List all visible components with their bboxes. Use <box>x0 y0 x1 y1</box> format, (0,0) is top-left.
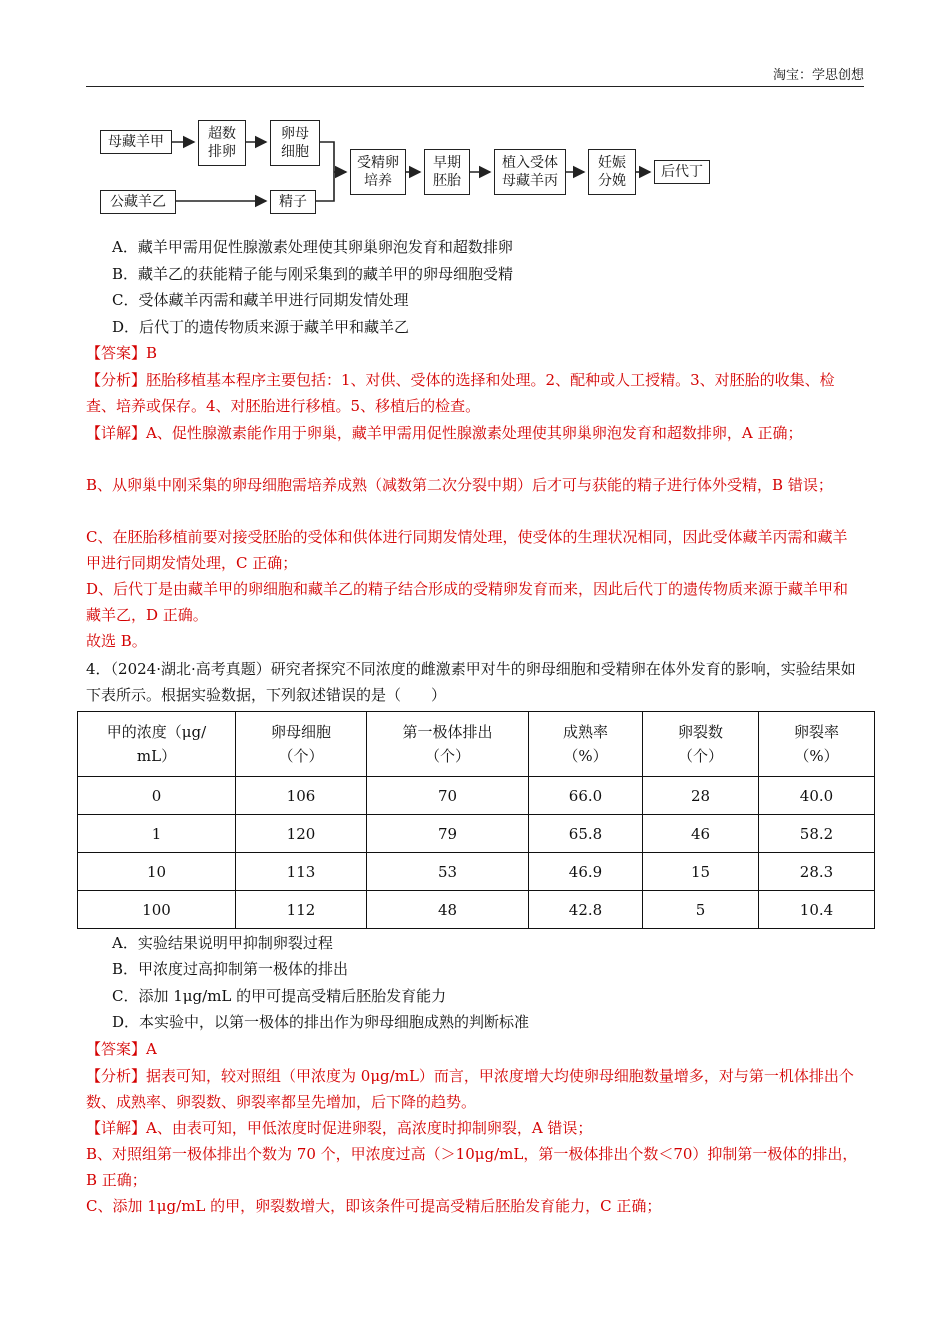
table-row <box>78 777 875 815</box>
node-sperm: 精子 <box>270 190 316 214</box>
table-cell: 28.3 <box>759 853 875 891</box>
table-header-cell: 卵母细胞 （个） <box>236 712 367 777</box>
q3-detail-b: B、从卵巢中刚采集的卵母细胞需培养成熟（减数第二次分裂中期）后才可与获能的精子进行体外受精，B 错误； <box>86 476 833 494</box>
q4-detail-c: C、添加 1μg/mL 的甲，卵裂数增大，即该条件可提高受精后胚胎发育能力，C 正确； <box>86 1197 662 1215</box>
q3-option-c: C．受体藏羊丙需和藏羊甲进行同期发情处理 <box>112 291 409 309</box>
q4-option-a: A．实验结果说明甲抑制卵裂过程 <box>112 934 333 952</box>
table-cell: 48 <box>367 891 529 929</box>
table-header-cell: 卵裂数 （个） <box>643 712 759 777</box>
q3-option-a: A．藏羊甲需用促性腺激素处理使其卵巢卵泡发育和超数排卵 <box>112 238 513 256</box>
table-header-cell: 第一极体排出 （个） <box>367 712 529 777</box>
node-transfer: 植入受体 母藏羊丙 <box>494 149 566 195</box>
table-row <box>78 853 875 891</box>
table-row <box>78 891 875 929</box>
table-cell: 46.9 <box>529 853 643 891</box>
node-pregnancy: 妊娠 分娩 <box>588 149 636 195</box>
table-header-cell: 成熟率 （%） <box>529 712 643 777</box>
q4-option-d: D．本实验中，以第一极体的排出作为卵母细胞成熟的判断标准 <box>112 1013 530 1031</box>
table-cell: 15 <box>643 853 759 891</box>
q4-option-b: B．甲浓度过高抑制第一极体的排出 <box>112 960 349 978</box>
q3-analysis: 【分析】胚胎移植基本程序主要包括：1、对供、受体的选择和处理。2、配种或人工授精。3、对胚胎的收集、检查、培养或保存。4、对胚胎进行移植。5、移植后的检查。 <box>86 371 835 415</box>
q4-data-table <box>77 711 875 929</box>
table-cell: 53 <box>367 853 529 891</box>
table-cell: 10.4 <box>759 891 875 929</box>
q4-detail-b: B、对照组第一极体排出个数为 70 个，甲浓度过高（＞10μg/mL，第一极体排出个数＜70）抑制第一极体的排出，B 正确； <box>86 1145 858 1189</box>
q3-option-b: B．藏羊乙的获能精子能与刚采集到的藏羊甲的卵母细胞受精 <box>112 265 514 283</box>
arrow-oocyte-join <box>320 142 334 172</box>
table-cell: 28 <box>643 777 759 815</box>
q4-analysis: 【分析】据表可知，较对照组（甲浓度为 0μg/mL）而言，甲浓度增大均使卵母细胞数量增多，对与第一机体排出个数、成熟率、卵裂数、卵裂率都呈先增加，后下降的趋势。 <box>86 1067 854 1111</box>
table-header-cell: 甲的浓度（μg/ mL） <box>78 712 236 777</box>
embryo-transfer-flowchart <box>94 116 714 220</box>
table-cell: 10 <box>78 853 236 891</box>
table-cell: 1 <box>78 815 236 853</box>
node-superovulate: 超数 排卵 <box>198 120 246 166</box>
node-offspring: 后代丁 <box>654 160 710 184</box>
q4-detail-a: 【详解】A、由表可知，甲低浓度时促进卵裂，高浓度时抑制卵裂，A 错误； <box>86 1119 593 1137</box>
q4-answer: 【答案】A <box>86 1040 157 1058</box>
table-cell: 70 <box>367 777 529 815</box>
q4-option-c: C．添加 1μg/mL 的甲可提高受精后胚胎发育能力 <box>112 987 447 1005</box>
table-cell: 65.8 <box>529 815 643 853</box>
q4-stem: 4．（2024·湖北·高考真题）研究者探究不同浓度的雌激素甲对牛的卵母细胞和受精卵在体外发育的影响，实验结果如下表所示。根据实验数据，下列叙述错误的是（ ） <box>86 660 856 704</box>
table-cell: 112 <box>236 891 367 929</box>
table-cell: 0 <box>78 777 236 815</box>
page-header <box>86 66 864 87</box>
node-fertilized: 受精卵 培养 <box>350 149 406 195</box>
table-cell: 120 <box>236 815 367 853</box>
q3-detail-c: C、在胚胎移植前要对接受胚胎的受体和供体进行同期发情处理，使受体的生理状况相同，因此受体藏羊丙需和藏羊甲进行同期发情处理，C 正确； <box>86 528 848 572</box>
table-cell: 58.2 <box>759 815 875 853</box>
table-cell: 42.8 <box>529 891 643 929</box>
header-text: 淘宝：学思创想 <box>772 68 864 83</box>
table-cell: 79 <box>367 815 529 853</box>
q3-detail-d: D、后代丁是由藏羊甲的卵细胞和藏羊乙的精子结合形成的受精卵发育而来，因此后代丁的遗传物质来源于藏羊甲和藏羊乙，D 正确。 <box>86 580 849 624</box>
node-father: 公藏羊乙 <box>100 190 176 214</box>
table-cell: 106 <box>236 777 367 815</box>
table-cell: 113 <box>236 853 367 891</box>
q3-answer: 【答案】B <box>86 344 158 362</box>
table-cell: 46 <box>643 815 759 853</box>
table-cell: 5 <box>643 891 759 929</box>
node-mother: 母藏羊甲 <box>100 130 172 154</box>
table-header-cell: 卵裂率 （%） <box>759 712 875 777</box>
arrow-sperm-join <box>316 172 334 201</box>
q3-option-d: D．后代丁的遗传物质来源于藏羊甲和藏羊乙 <box>112 318 410 336</box>
q3-conclusion: 故选 B。 <box>86 632 147 650</box>
node-oocyte: 卵母 细胞 <box>270 120 320 166</box>
node-embryo: 早期 胚胎 <box>424 149 470 195</box>
table-row <box>78 815 875 853</box>
q3-detail-a: 【详解】A、促性腺激素能作用于卵巢，藏羊甲需用促性腺激素处理使其卵巢卵泡发育和超数排卵，A 正确； <box>86 424 803 442</box>
table-cell: 40.0 <box>759 777 875 815</box>
table-header-row <box>78 712 875 777</box>
table-cell: 100 <box>78 891 236 929</box>
table-cell: 66.0 <box>529 777 643 815</box>
